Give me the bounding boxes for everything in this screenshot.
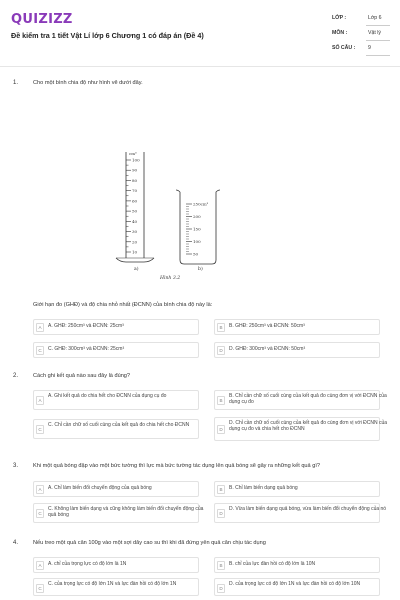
question-number: 2. [13, 373, 19, 379]
cylinder-a-tick-label: 10 [132, 249, 138, 255]
question-text: Khi một quả bóng đập vào một bức tường thì lực mà bức tường tác dụng lên quả bóng sẽ gây ra những kết quả gì? [33, 463, 320, 469]
question-count-value: 9 [368, 45, 371, 51]
option-text: A. Chỉ làm biến đổi chuyển động của quả bóng [48, 485, 152, 491]
cylinder-b-tick-label: 200 [193, 214, 201, 219]
cylinder-a-tick-label: 60 [132, 198, 138, 204]
option-letter: C [36, 584, 44, 593]
option-text: B. Chỉ cần chữ số cuối cùng của kết quả đo cùng đơn vị với ĐCNN của dụng cụ đo [229, 393, 387, 405]
question-text: Cho một bình chia độ như hình vẽ dưới đây. [33, 80, 143, 86]
question-subtext: Giới hạn đo (GHĐ) và độ chia nhỏ nhất (ĐCNN) của bình chia độ này là: [33, 302, 213, 308]
option-letter: B [217, 561, 225, 570]
graduated-cylinders-figure [112, 146, 232, 291]
answer-option[interactable] [33, 578, 199, 596]
figure-label-a: a) [134, 267, 139, 272]
option-text: B. GHĐ: 250cm³ và ĐCNN: 50cm³ [229, 323, 305, 329]
figure-caption: Hình 3.2 [160, 276, 181, 281]
cylinder-a-tick-label: 50 [132, 208, 138, 214]
answer-option[interactable] [33, 557, 199, 573]
option-text: D. GHĐ: 300cm³ và ĐCNN: 50cm³ [229, 346, 306, 352]
worksheet-header [0, 0, 400, 68]
option-letter: B [217, 396, 225, 405]
question-text: Cách ghi kết quả nào sau đây là đúng? [33, 373, 131, 379]
option-text: A. GHĐ: 250cm³ và ĐCNN: 25cm³ [48, 323, 124, 329]
class-label: LỚP : [332, 15, 347, 21]
answer-option[interactable] [33, 503, 204, 523]
subject-label: MÔN : [332, 30, 348, 36]
answer-option[interactable] [33, 419, 199, 439]
answer-option[interactable] [33, 342, 199, 358]
class-field [332, 12, 390, 26]
page-title: Đề kiểm tra 1 tiết Vật Lí lớp 6 Chương 1 có đáp án (Đề 4) [11, 31, 204, 40]
option-letter: C [36, 425, 44, 434]
cylinder-b-tick-label: 100 [193, 239, 201, 244]
option-letter: B [217, 485, 225, 494]
option-text: A. chỉ của trọng lực có độ lớn là 1N [48, 561, 127, 567]
answer-option[interactable] [214, 417, 388, 441]
answer-option[interactable] [214, 342, 380, 358]
option-text: D. Chỉ cần chữ số cuối cùng của kết quả đo cùng đơn vị với ĐCNN của dụng cụ đo và chia hết cho ĐCNN [229, 420, 388, 432]
option-letter: B [217, 323, 225, 332]
cylinder-b-tick-label: 150 [193, 226, 201, 232]
question-text: Nếu treo một quả cân 100g vào một sợi dây cao su thì khi đã đứng yên quả cân chịu tác dụng [33, 540, 266, 546]
cylinder-a-tick-label: 40 [132, 218, 138, 224]
option-text: C. GHĐ: 300cm³ và ĐCNN: 25cm³ [48, 346, 125, 352]
option-text: C. của trọng lực có độ lớn 1N và lực đàn hồi có độ lớn 1N [48, 581, 177, 587]
option-letter: A [36, 323, 44, 332]
option-letter: A [36, 396, 44, 405]
answer-option[interactable] [33, 319, 199, 335]
option-letter: D [217, 346, 225, 355]
field-underline [366, 25, 390, 26]
answer-option[interactable] [33, 390, 199, 410]
cylinder-a-tick-label: 20 [132, 239, 138, 245]
option-letter: D [217, 584, 225, 593]
class-value: Lớp 6 [368, 15, 382, 21]
header-divider [0, 66, 400, 67]
option-letter: D [217, 509, 225, 518]
figure-label-b: b) [198, 267, 203, 272]
option-text: B. Chỉ làm biến dạng quả bóng [229, 485, 298, 491]
option-letter: C [36, 346, 44, 355]
answer-option[interactable] [33, 481, 199, 497]
option-text: D. của trọng lực có độ lớn 1N và lực đàn hồi có độ lớn 10N [229, 581, 361, 587]
question-number: 1. [13, 80, 19, 86]
question-count-field [332, 42, 390, 56]
answer-option[interactable] [214, 319, 380, 335]
option-text: C. Chỉ cần chữ số cuối cùng của kết quả đo chia hết cho ĐCNN [48, 422, 190, 428]
option-text: A. Ghi kết quả do chia hết cho ĐCNN của dụng cụ đo [48, 393, 167, 399]
answer-option[interactable] [214, 503, 387, 523]
cylinder-a-tick-label: 30 [132, 229, 138, 235]
cylinder-a-tick-label: 100 [132, 157, 140, 163]
option-text: D. Vừa làm biến dạng quả bóng, vừa làm biến đổi chuyển động của nó [229, 506, 387, 512]
answer-option[interactable] [214, 578, 380, 596]
option-letter: A [36, 485, 44, 494]
cylinder-a-tick-label: 70 [132, 188, 138, 194]
option-letter: A [36, 561, 44, 570]
answer-option[interactable] [214, 481, 380, 497]
question-count-label: SỐ CÂU : [332, 45, 356, 51]
answer-option[interactable] [214, 390, 387, 410]
option-text: C. Không làm biến dạng và cũng không làm biến đổi chuyển động của quả bóng [48, 506, 204, 518]
field-underline [366, 55, 390, 56]
option-text: B. chỉ của lực đàn hồi có độ lớn là 10N [229, 561, 316, 567]
field-underline [366, 40, 390, 41]
cylinder-a-unit: cm³ [129, 151, 137, 156]
question-number: 3. [13, 463, 19, 469]
option-letter: C [36, 509, 44, 518]
cylinder-b [176, 190, 220, 264]
answer-option[interactable] [214, 557, 380, 573]
cylinder-a-tick-label: 90 [132, 167, 138, 173]
subject-field [332, 27, 390, 41]
quizizz-logo: QUIZIZZ [11, 12, 73, 27]
cylinder-a [116, 151, 154, 262]
cylinder-b-tick-label: 50 [193, 251, 199, 257]
cylinder-b-tick-label: 250cm³ [193, 201, 209, 207]
question-number: 4. [13, 540, 19, 546]
subject-value: Vật lý [368, 30, 381, 36]
cylinders-drawing [112, 146, 232, 291]
option-letter: D [217, 425, 225, 434]
cylinder-a-tick-label: 80 [132, 177, 138, 183]
